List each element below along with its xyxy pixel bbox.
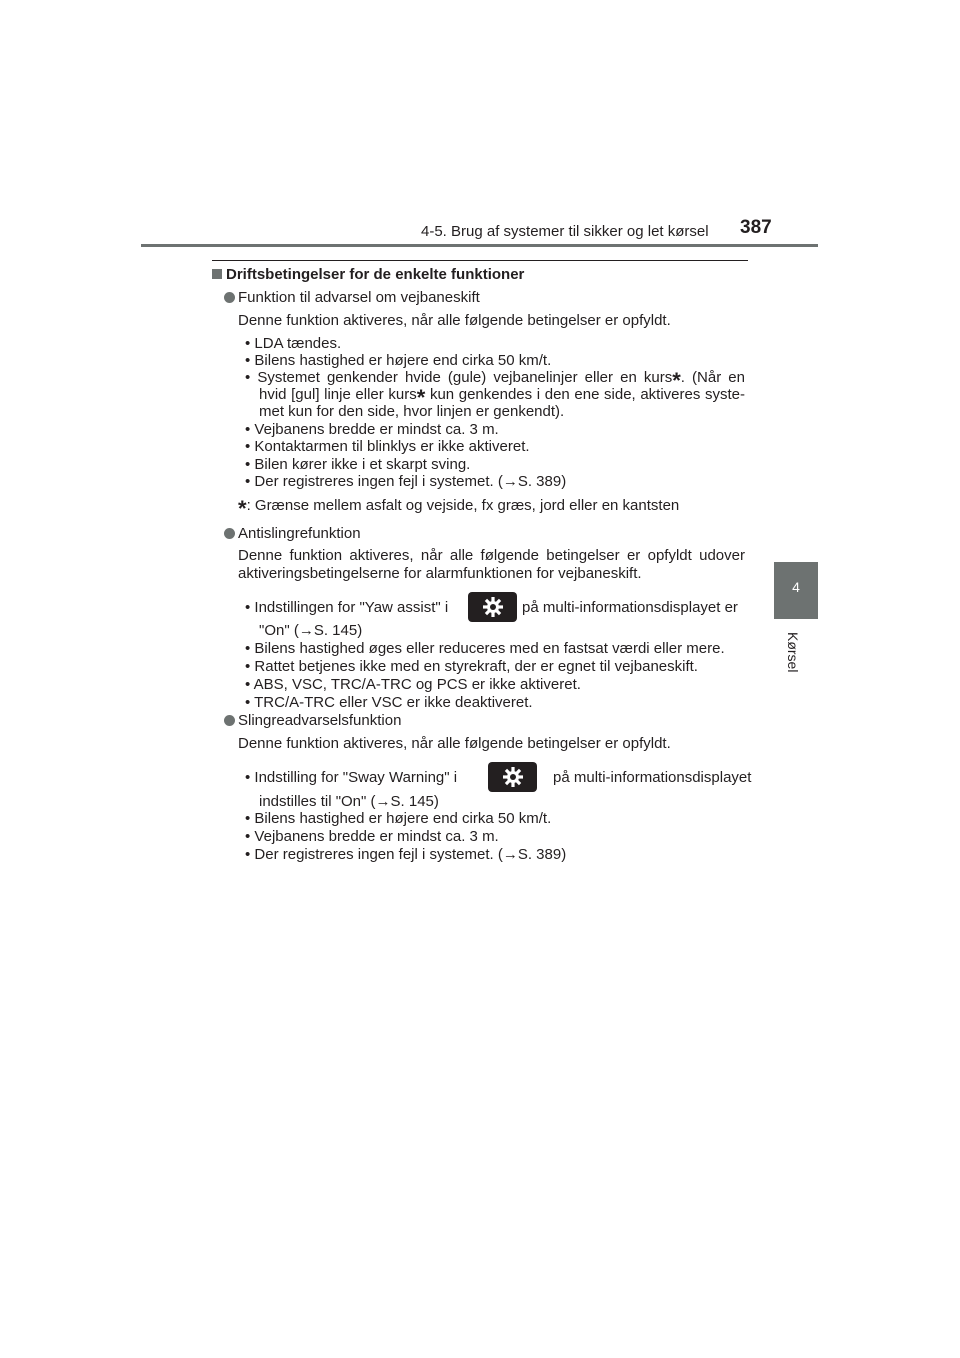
- anti-item: • TRC/A-TRC eller VSC er ikke deaktiveret.: [245, 694, 533, 711]
- page-reference: S. 389): [517, 846, 567, 863]
- lda-item: • Bilen kører ikke i et skarpt sving.: [245, 456, 471, 473]
- page-number: 387: [740, 217, 772, 238]
- lda-title-text: Funktion til advarsel om vejbaneskift: [238, 289, 480, 306]
- sway-title: [224, 712, 401, 730]
- lda-item-text: . (Når en: [680, 369, 745, 386]
- section-heading: [212, 266, 524, 284]
- section-rule: [212, 260, 748, 261]
- lda-item: [245, 473, 566, 491]
- page-reference: S. 389): [517, 473, 567, 490]
- lda-item: • Kontaktarmen til blinklys er ikke aktiveret.: [245, 438, 530, 455]
- circle-bullet-icon: [224, 292, 235, 303]
- sway-item: • Bilens hastighed er højere end cirka 50 km/t.: [245, 810, 552, 827]
- footnote-marker: *: [238, 496, 247, 521]
- gear-icon: [502, 766, 524, 788]
- sway-item-text: indstilles til "On" (: [259, 793, 376, 810]
- lda-item: • LDA tændes.: [245, 335, 342, 352]
- settings-icon-box: [488, 762, 537, 792]
- gear-icon: [482, 596, 504, 618]
- sway-item: [245, 846, 566, 864]
- arrow-right-icon: →: [298, 622, 314, 639]
- anti-item: • Rattet betjenes ikke med en styrekraft, der er egnet til vejbaneskift.: [245, 658, 698, 675]
- anti-item: • Indstillingen for "Yaw assist" i: [245, 599, 449, 616]
- square-bullet-icon: [212, 269, 222, 279]
- anti-title: [224, 525, 361, 543]
- lda-title: [224, 289, 480, 307]
- chapter-number: 4: [792, 579, 800, 595]
- circle-bullet-icon: [224, 528, 235, 539]
- lda-item-cont: met kun for den side, hvor linjen er genkendt).: [259, 403, 565, 420]
- settings-icon-box: [468, 592, 517, 622]
- footnote-marker: *: [416, 385, 426, 410]
- anti-intro: aktiveringsbetingelserne for alarmfunktionen for vejbaneskift.: [238, 565, 642, 582]
- chapter-label: Kørsel: [785, 632, 801, 673]
- header-rule: [141, 244, 818, 247]
- anti-item-text: "On" (: [259, 622, 299, 639]
- sway-item: på multi-informationsdisplayet: [553, 769, 752, 786]
- page-reference: S. 145): [313, 622, 363, 639]
- anti-title-text: Antislingrefunktion: [238, 525, 361, 542]
- lda-item: • Vejbanens bredde er mindst ca. 3 m.: [245, 421, 499, 438]
- lda-intro: Denne funktion aktiveres, når alle følgende betingelser er opfyldt.: [238, 312, 671, 329]
- arrow-right-icon: →: [502, 473, 518, 490]
- lda-item-text: • Systemet genkender hvide (gule) vejbanelinjer eller en kurs: [245, 369, 673, 386]
- section-heading-text: Driftsbetingelser for de enkelte funktioner: [226, 266, 525, 283]
- anti-intro: Denne funktion aktiveres, når alle følgende betingelser er opfyldt udover: [238, 547, 745, 564]
- sway-item-cont: [259, 793, 439, 811]
- footnote-text: : Grænse mellem asfalt og vejside, fx græs, jord eller en kantsten: [246, 497, 680, 514]
- arrow-right-icon: →: [375, 793, 391, 810]
- arrow-right-icon: →: [502, 846, 518, 863]
- lda-item-text: • Der registreres ingen fejl i systemet. (: [245, 473, 503, 490]
- sway-item: • Indstilling for "Sway Warning" i: [245, 769, 458, 786]
- lda-item: [245, 368, 745, 393]
- anti-item: på multi-informationsdisplayet er: [522, 599, 738, 616]
- anti-item: • ABS, VSC, TRC/A-TRC og PCS er ikke aktiveret.: [245, 676, 581, 693]
- footnote-marker: *: [672, 368, 681, 393]
- sway-intro: Denne funktion aktiveres, når alle følgende betingelser er opfyldt.: [238, 735, 671, 752]
- sway-item: • Vejbanens bredde er mindst ca. 3 m.: [245, 828, 499, 845]
- lda-item-text: kun genkendes i den ene side, aktiveres syste-: [425, 386, 745, 403]
- lda-item: • Bilens hastighed er højere end cirka 50 km/t.: [245, 352, 552, 369]
- circle-bullet-icon: [224, 715, 235, 726]
- lda-item-text: hvid [gul] linje eller kurs: [259, 386, 417, 403]
- sway-item-text: • Der registreres ingen fejl i systemet. (: [245, 846, 503, 863]
- sway-title-text: Slingreadvarselsfunktion: [238, 712, 402, 729]
- page-reference: S. 145): [390, 793, 439, 810]
- running-header: 4-5. Brug af systemer til sikker og let kørsel: [421, 223, 709, 240]
- lda-item-cont: [259, 385, 745, 410]
- anti-item: • Bilens hastighed øges eller reduceres med en fastsat værdi eller mere.: [245, 640, 725, 657]
- lda-footnote: [238, 496, 680, 521]
- anti-item-cont: [259, 622, 362, 640]
